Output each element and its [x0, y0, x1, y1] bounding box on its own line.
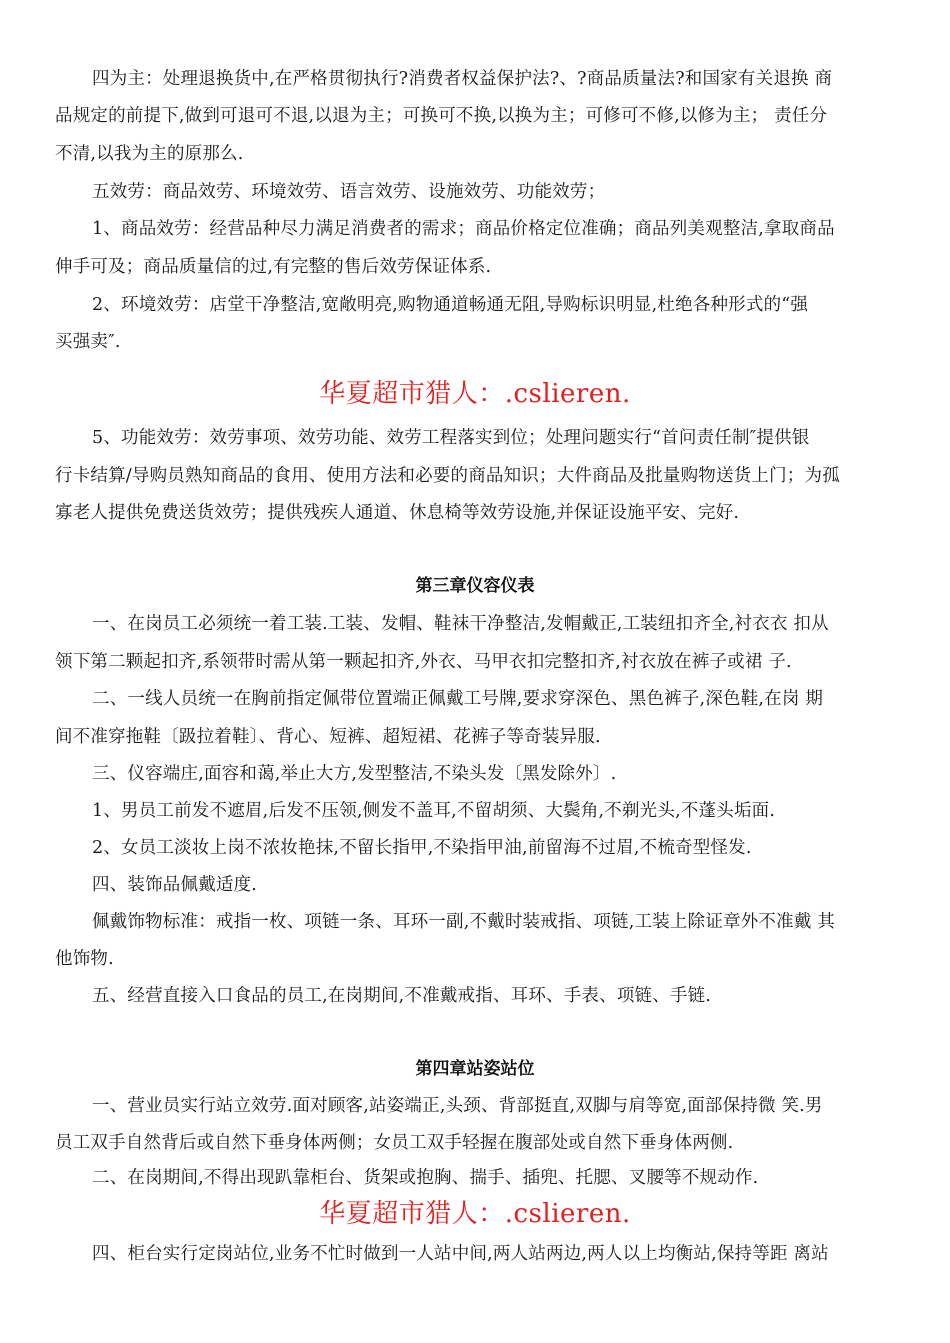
para-goods-service-line-2: 伸手可及；商品质量信的过,有完整的售后效劳保证体系.	[55, 257, 492, 277]
ch4-para-1-line-2: 员工双手自然背后或自然下垂身体两侧；女员工双手轻握在腹部处或自然下垂身体两侧.	[55, 1133, 734, 1153]
para-function-service-line-2: 行卡结算/导购员熟知商品的食用、使用方法和必要的商品知识；大件商品及批量购物送货上门；为孤	[55, 466, 840, 486]
watermark-text: 华夏超市猎人：.cslieren.	[319, 379, 631, 409]
ch3-para-7-line-1: 佩戴饰物标准：戒指一枚、项链一条、耳环一副,不戴时装戒指、项链,工装上除证章外不准戴 其	[92, 912, 835, 932]
para-env-service-line-1: 2、环境效劳：店堂干净整洁,宽敞明亮,购物通道畅通无阻,导购标识明显,杜绝各种形式的“强	[92, 295, 809, 315]
ch3-para-6: 四、装饰品佩戴适度.	[92, 875, 258, 895]
ch3-para-1-line-1: 一、在岗员工必须统一着工装.工装、发帽、鞋袜干净整洁,发帽戴正,工装纽扣齐全,衬衣衣 扣从	[92, 614, 829, 634]
ch3-para-5: 2、女员工淡妆上岗不浓妆艳抹,不留长指甲,不染指甲油,前留海不过眉,不梳奇型怪发.	[92, 838, 752, 858]
para-four-line-2: 品规定的前提下,做到可退可不退,以退为主；可换可不换,以换为主；可修可不修,以修为主； 责任分	[55, 106, 828, 126]
chapter-4-title: 第四章站姿站位	[415, 1059, 535, 1079]
para-env-service-line-2: 买强卖″.	[55, 332, 121, 352]
ch3-para-1-line-2: 领下第二颗起扣齐,系领带时需从第一颗起扣齐,外衣、马甲衣扣完整扣齐,衬衣放在裤子或裙 子.	[55, 652, 792, 672]
ch4-para-3: 四、柜台实行定岗站位,业务不忙时做到一人站中间,两人站两边,两人以上均衡站,保持等距 离站	[92, 1244, 829, 1264]
ch3-para-2-line-2: 间不准穿拖鞋〔趿拉着鞋〕、背心、短裤、超短裙、花裤子等奇装异服.	[55, 727, 601, 747]
watermark-text-2: 华夏超市猎人：.cslieren.	[319, 1199, 631, 1229]
para-function-service-line-3: 寡老人提供免费送货效劳；提供残疾人通道、休息椅等效劳设施,并保证设施平安、完好.	[55, 503, 740, 523]
ch3-para-2-line-1: 二、一线人员统一在胸前指定佩带位置端正佩戴工号牌,要求穿深色、黑色裤子,深色鞋,在岗 期	[92, 689, 824, 709]
ch3-para-7-line-2: 他饰物.	[55, 949, 114, 969]
ch3-para-3: 三、仪容端庄,面容和蔼,举止大方,发型整洁,不染头发〔黑发除外〕.	[92, 764, 617, 784]
para-four-line-3: 不清,以我为主的原那么.	[55, 144, 244, 164]
ch4-para-1-line-1: 一、营业员实行站立效劳.面对顾客,站姿端正,头颈、背部挺直,双脚与肩等宽,面部保持微 笑.男	[92, 1096, 823, 1116]
para-function-service-line-1: 5、功能效劳：效劳事项、效劳功能、效劳工程落实到位；处理问题实行“首问责任制″提供银	[92, 428, 810, 448]
para-four-line-1: 四为主：处理退换货中,在严格贯彻执行?消费者权益保护法?、?商品质量法?和国家有关退换 商	[92, 69, 833, 89]
ch3-para-8: 五、经营直接入口食品的员工,在岗期间,不准戴戒指、耳环、手表、项链、手链.	[92, 986, 712, 1006]
chapter-3-title: 第三章仪容仪表	[415, 576, 535, 596]
para-five-services: 五效劳：商品效劳、环境效劳、语言效劳、设施效劳、功能效劳；	[92, 182, 606, 202]
ch4-para-2: 二、在岗期间,不得出现趴靠柜台、货架或抱胸、揣手、插兜、托腮、叉腰等不规动作.	[92, 1168, 759, 1188]
para-goods-service-line-1: 1、商品效劳：经营品种尽力满足消费者的需求；商品价格定位准确；商品列美观整洁,拿取商品	[92, 219, 835, 239]
ch3-para-4: 1、男员工前发不遮眉,后发不压领,侧发不盖耳,不留胡须、大鬓角,不剃光头,不蓬头垢面.	[92, 801, 776, 821]
